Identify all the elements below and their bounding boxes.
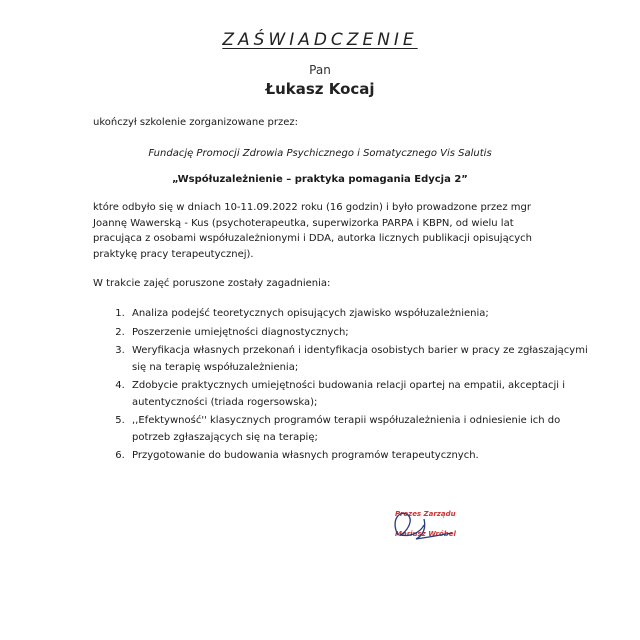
- topic-item: 2. Poszerzenie umiejętności diagnostycznych;: [128, 325, 598, 342]
- topic-item: 5. ,,Efektywność'' klasycznych programów terapii współuzależnienia i odniesienie ich do potrzeb zgłaszających się na terapię;: [128, 413, 598, 446]
- salutation: Pan: [309, 63, 331, 77]
- recipient-name: Łukasz Kocaj: [265, 80, 375, 98]
- signature-stamp: [380, 505, 470, 550]
- signature-icon: [380, 505, 470, 550]
- topic-item: 3. Weryfikacja własnych przekonań i identyfikacja osobistych barier w pracy ze zgłaszającymi się na terapię współuzależnienia;: [128, 343, 598, 376]
- topic-item: 6. Przygotowanie do budowania własnych programów terapeutycznych.: [128, 448, 598, 465]
- organizer-name: Fundację Promocji Zdrowia Psychicznego i Somatycznego Vis Salutis: [148, 148, 492, 159]
- topics-list: [93, 306, 598, 467]
- stamp-line-1: Prezes Zarządu: [395, 510, 456, 518]
- course-description: które odbyło się w dniach 10-11.09.2022 roku (16 godzin) i było prowadzone przez mgr Joannę Wawerską - Kus (psychoterapeutka, superwizorka PARPA i KBPN, od wielu lat pracująca z osobami współuzależnionymi i DDA, autorka licznych publikacji opisujących praktykę pracy terapeutycznej).: [93, 202, 532, 260]
- topics-heading: W trakcie zajęć poruszone zostały zagadnienia:: [93, 278, 331, 289]
- stamp-line-2: Mariusz Wróbel: [395, 530, 456, 538]
- intro-text: ukończył szkolenie zorganizowane przez:: [93, 117, 299, 128]
- topic-item: 4. Zdobycie praktycznych umiejętności budowania relacji opartej na empatii, akceptacji i autentyczności (triada rogersowska);: [128, 378, 598, 411]
- topic-item: 1. Analiza podejść teoretycznych opisujących zjawisko współuzależnienia;: [128, 306, 598, 323]
- certificate-title: ZAŚWIADCZENIE: [222, 30, 418, 50]
- course-title: „Współuzależnienie – praktyka pomagania Edycja 2”: [172, 174, 468, 185]
